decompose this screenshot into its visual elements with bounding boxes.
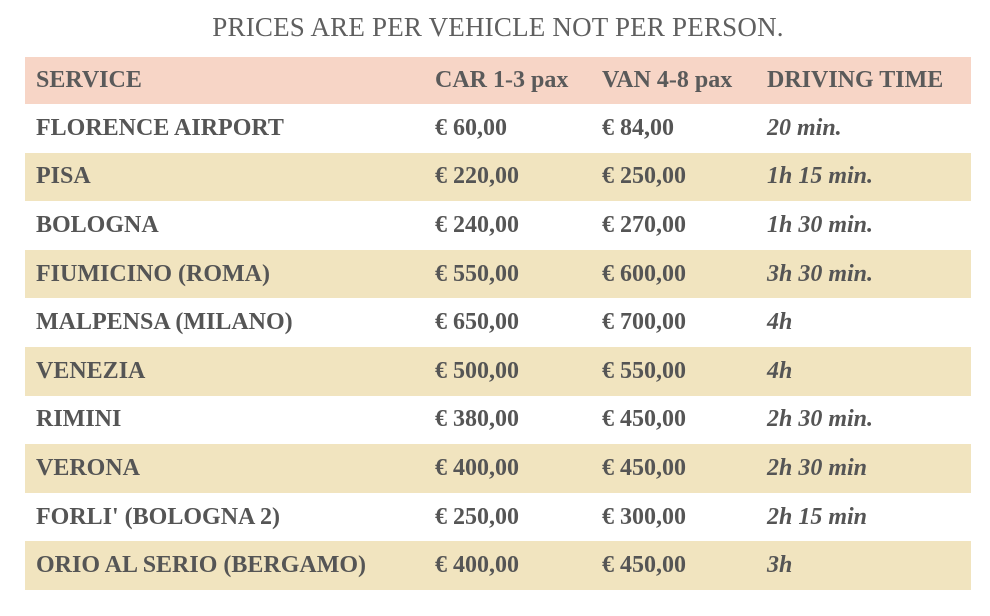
table-row [25, 298, 971, 347]
van-price-cell: € 250,00 [602, 163, 686, 190]
driving-time-cell: 1h 15 min. [767, 163, 874, 190]
price-note: PRICES ARE PER VEHICLE NOT PER PERSON. [212, 12, 784, 42]
header-van: VAN 4-8 pax [602, 67, 733, 93]
van-price-cell: € 600,00 [602, 260, 686, 287]
car-price-cell: € 240,00 [435, 211, 519, 238]
car-price-cell: € 400,00 [435, 454, 519, 481]
table-row [25, 153, 971, 202]
car-price-cell: € 550,00 [435, 260, 519, 287]
van-price-cell: € 450,00 [602, 552, 686, 579]
service-cell: FLORENCE AIRPORT [36, 114, 284, 141]
driving-time-cell: 1h 30 min. [767, 211, 874, 238]
driving-time-cell: 4h [767, 309, 793, 336]
service-cell: BOLOGNA [36, 211, 159, 238]
header-service: SERVICE [36, 67, 142, 93]
driving-time-cell: 2h 15 min [767, 503, 868, 530]
van-price-cell: € 450,00 [602, 454, 686, 481]
service-cell: ORIO AL SERIO (BERGAMO) [36, 552, 367, 579]
service-cell: PISA [36, 163, 91, 190]
table-row [25, 541, 971, 590]
car-price-cell: € 650,00 [435, 309, 519, 336]
service-cell: FIUMICINO (ROMA) [36, 260, 270, 287]
driving-time-cell: 20 min. [767, 114, 842, 141]
table-row [25, 201, 971, 250]
van-price-cell: € 300,00 [602, 503, 686, 530]
van-price-cell: € 450,00 [602, 406, 686, 433]
table-row [25, 444, 971, 493]
header-car: CAR 1-3 pax [435, 67, 569, 93]
car-price-cell: € 500,00 [435, 357, 519, 384]
van-price-cell: € 550,00 [602, 357, 686, 384]
table-row [25, 493, 971, 542]
driving-time-cell: 2h 30 min [767, 454, 868, 481]
driving-time-cell: 4h [767, 357, 793, 384]
service-cell: VERONA [36, 454, 141, 481]
table-header-row [25, 57, 971, 104]
header-driving-time: DRIVING TIME [767, 67, 944, 93]
transfer-price-table [25, 57, 971, 590]
table-row [25, 250, 971, 299]
car-price-cell: € 400,00 [435, 552, 519, 579]
car-price-cell: € 220,00 [435, 163, 519, 190]
table-row [25, 347, 971, 396]
driving-time-cell: 3h [767, 552, 793, 579]
driving-time-cell: 3h 30 min. [767, 260, 874, 287]
van-price-cell: € 270,00 [602, 211, 686, 238]
van-price-cell: € 84,00 [602, 114, 674, 141]
car-price-cell: € 60,00 [435, 114, 507, 141]
car-price-cell: € 380,00 [435, 406, 519, 433]
table-row [25, 396, 971, 445]
service-cell: MALPENSA (MILANO) [36, 309, 293, 336]
service-cell: FORLI' (BOLOGNA 2) [36, 503, 281, 530]
van-price-cell: € 700,00 [602, 309, 686, 336]
car-price-cell: € 250,00 [435, 503, 519, 530]
service-cell: RIMINI [36, 406, 122, 433]
driving-time-cell: 2h 30 min. [767, 406, 874, 433]
table-row [25, 104, 971, 153]
service-cell: VENEZIA [36, 357, 146, 384]
